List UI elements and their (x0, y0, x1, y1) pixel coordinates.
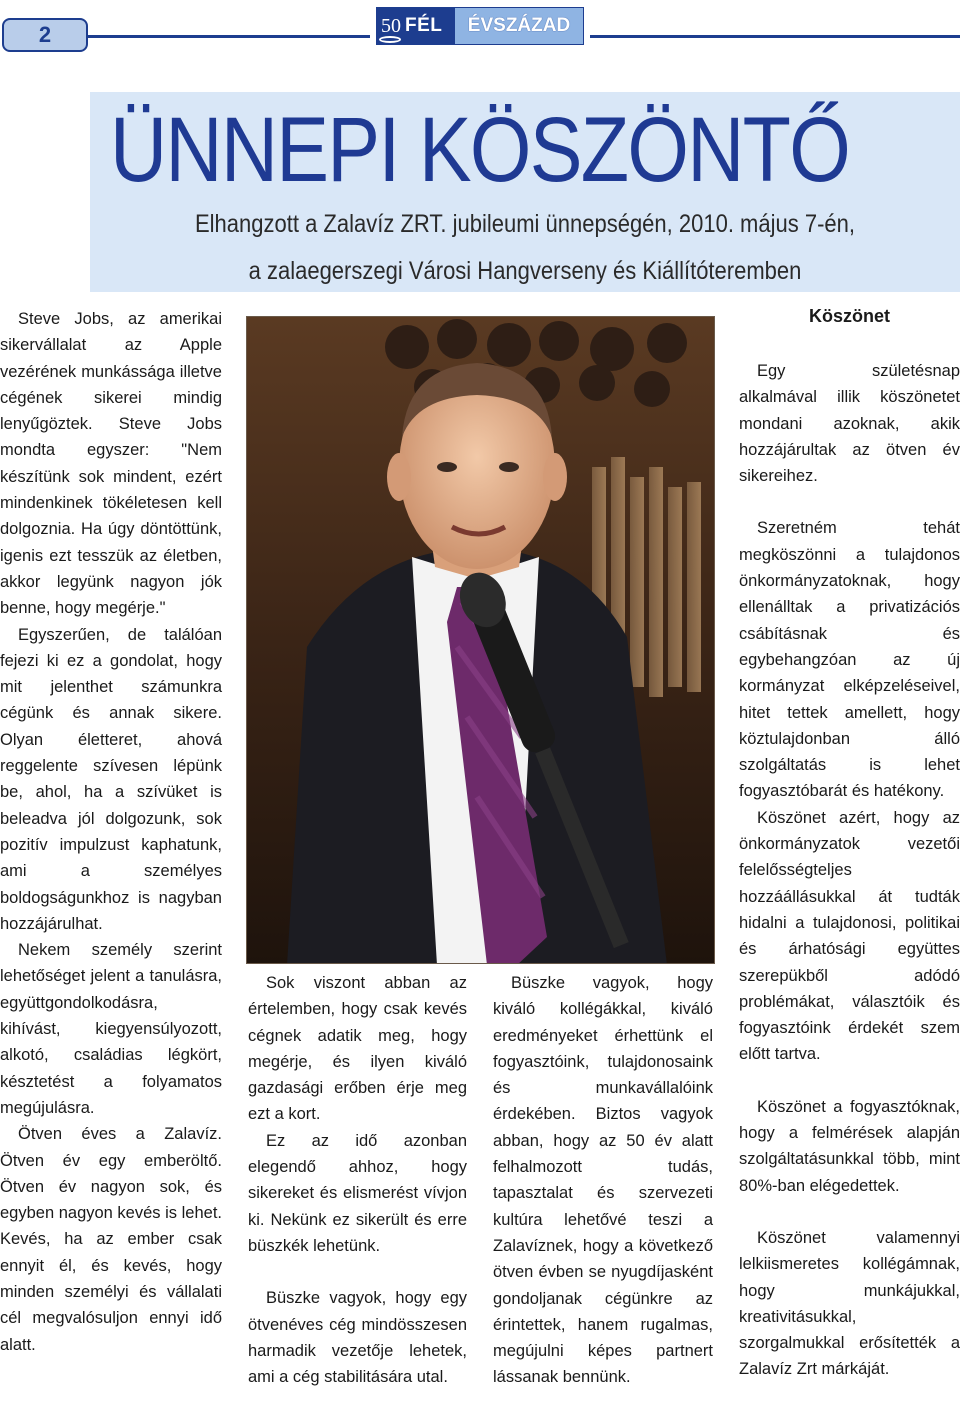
col2-spacer (248, 1259, 467, 1285)
speaker-photo (246, 316, 715, 964)
speaker-photo-illustration (247, 317, 715, 964)
thanks-heading: Köszönet (809, 306, 890, 326)
column-4 (739, 358, 960, 1383)
col4-paragraph-5: Köszönet valamennyi lelkiismeretes kollégámnak, hogy munkájukkal, kreativitásukkal, szorgalmukkal erősítették a Zalavíz Zrt márkáját. (739, 1228, 960, 1379)
col2-paragraph-2: Ez az idő azonban elegendő ahhoz, hogy sikereket és elismerést vívjon ki. Nekünk ez sikerült és erre büszkék lehetünk. (248, 1131, 467, 1255)
brand-logo (376, 7, 584, 45)
brand-ring-icon (379, 36, 401, 43)
article-subtitle-line1: Elhangzott a Zalavíz ZRT. jubileumi ünnepségén, 2010. május 7-én, (195, 210, 855, 238)
article-subtitle-line2: a zalaegerszegi Városi Hangverseny és Kiállítóteremben (248, 257, 802, 285)
col1-paragraph-4: Ötven éves a Zalavíz. Ötven év egy emberöltő. Ötven év nagyon sok, és egyben nagyon kevés is lehet. Kevés, ha az ember csak ennyit él, és kevés, hogy minden személyi és vállalati cél megvalósuljon ennyi idő alatt. (0, 1125, 222, 1354)
brand-evszazad-text: ÉVSZÁZAD (455, 8, 583, 44)
header-rule-right (590, 35, 960, 38)
column-1 (0, 306, 222, 1358)
col4-spacer-1 (739, 489, 960, 515)
col4-spacer-2 (739, 1068, 960, 1094)
col1-paragraph-2: Egyszerűen, de találóan fejezi ki ez a gondolat, hogy mit jelenthet számunkra cégünk és annak sikere. Olyan életteret, ahová reggelente szívesen lépünk be, ahol, ha a szívüket is beleadva jól dolgozunk, sok pozitív impulzust kaphatunk, ami a személyes boldogságunkhoz is nagyban hozzájárulhat. (0, 625, 222, 933)
col3-paragraph-1: Büszke vagyok, hogy kiváló kollégákkal, kiváló eredményeket érhettünk el fogyasztóink, tulajdonosaink és munkavállalóink érdekében. Biztos vagyok abban, hogy az 50 év alatt felhalmozott tudás, tapasztalat és szervezeti kultúra lehetővé teszi a Zalavíznek, hogy a következő ötven évben se nyugdíjasként gondoljanak cégünkre az érintettek, hanem rugalmas, megújulni képes partnert lássanak bennünk. (493, 974, 713, 1387)
col4-paragraph-1: Egy születésnap alkalmával illik köszönetet mondani azoknak, akik hozzájárultak az ötven év sikereihez. (739, 362, 960, 486)
article-title: ÜNNEPI KÖSZÖNTŐ (110, 99, 850, 201)
col4-paragraph-4: Köszönet a fogyasztóknak, hogy a felmérések alapján szolgáltatásunkkal több, mint 80%-ban elégedettek. (739, 1097, 960, 1195)
col2-paragraph-1: Sok viszont abban az értelemben, hogy csak kevés cégnek adatik meg, hogy megérje, és ilyen kiváló gazdasági erőben érje meg ezt a kort. (248, 974, 467, 1124)
col2-paragraph-3: Büszke vagyok, hogy egy ötvenéves cég mindösszesen harmadik vezetője lehetek, ami a cég stabilitására utal. (248, 1289, 467, 1387)
brand-number: 50 (381, 16, 401, 36)
header-rule-left (88, 35, 370, 38)
page-number: 2 (2, 18, 88, 52)
col4-paragraph-3: Köszönet azért, hogy az önkormányzatok vezetői felelősségteljes hozzáállásukkal át tudták hidalni a tulajdonosi, politikai és árhatósági együttes szerepükből adódó problémákat, választóik és fogyasztóink érdekét szem előtt tartva. (739, 808, 960, 1064)
col4-spacer-3 (739, 1199, 960, 1225)
brand-fel-text: FÉL (405, 15, 443, 36)
column-2 (248, 970, 467, 1390)
col1-paragraph-1: Steve Jobs, az amerikai sikervállalat az Apple vezérének munkássága illetve cégének sikerei mindig lenyűgöztek. Steve Jobs mondta egyszer: "Nem készítünk sok mindent, ezért mindenkinek tökéletesen kell dolgoznia. Ha úgy döntöttünk, igenis ezt tesszük az életben, akkor legyünk nagyon jók benne, hogy megérje." (0, 310, 222, 618)
column-3 (493, 970, 713, 1391)
brand-left-block (377, 8, 455, 44)
col1-paragraph-3: Nekem személy szerint lehetőséget jelent a tanulásra, együttgondolkodásra, kihívást, kiegyensúlyozott, alkotó, családias légkört, késztetést a folyamatos megújulásra. (0, 941, 222, 1117)
col4-paragraph-2: Szeretném tehát megköszönni a tulajdonos önkormányzatoknak, hogy ellenálltak a privatizációs csábításnak és egybehangzóan az új kormányzat elképzeléseivel, hitet tettek amellett, hogy köztulajdonban álló szolgáltatás is lehet fogyasztóbarát és hatékony. (739, 519, 960, 801)
